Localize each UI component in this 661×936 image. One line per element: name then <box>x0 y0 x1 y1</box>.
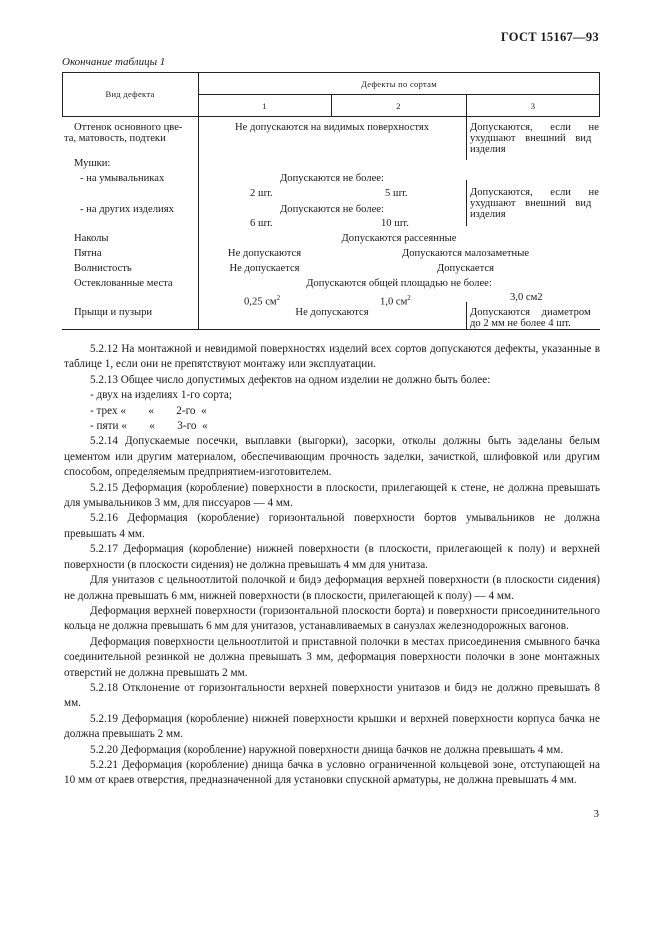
row-wash-sort1: 2 шт. <box>250 188 273 199</box>
paragraph-5-2-17: 5.2.17 Деформация (коробление) нижней поверхности (в плоскости, прилегающей к полу) и верхней поверхности (в плоскости сидения) не должна превышать 4 мм для унитаза. <box>64 543 600 571</box>
row-other-sort2: 10 шт. <box>381 218 409 229</box>
row-glaze-sort1: 0,25 $см^2$ <box>244 294 281 308</box>
row-pimples-label: Прыщи и пузыри <box>74 307 153 318</box>
table-header-divider <box>198 94 600 95</box>
row-shade-label-2: та, матовость, подтеки <box>64 133 166 144</box>
row-wave-sort23: Допускается <box>437 263 494 274</box>
row-spots-sort1: Не допускаются <box>227 248 302 259</box>
list-item-third-sort: - пяти « « 3-го « <box>90 420 208 433</box>
col-header-sort-3: 3 <box>530 101 536 111</box>
page-number: 3 <box>593 808 599 820</box>
list-item-first-sort: - двух на изделиях 1-го сорта; <box>90 389 232 402</box>
body-text <box>64 342 600 789</box>
paragraph-5-2-15: 5.2.15 Деформация (коробление) поверхности в плоскости, прилегающей к стене, не должна превышать для умывальников 3 мм, для писсуаров — 4 мм. <box>64 481 600 510</box>
row-flies-sort3-3: изделия <box>470 209 506 220</box>
row-wash-allowed: Допускаются не более: <box>280 173 384 184</box>
row-shade-sort12: Не допускаются на видимых поверхностях <box>234 122 430 133</box>
paragraph-rim-deformation: Деформация верхней поверхности (горизонтальной плоскости борта) и поверхности присоединительного кольца не должна превышать 6 мм для унитазов, устанавливаемых в санузлах железнодорожных вагонов. <box>64 604 600 633</box>
paragraph-5-2-21: 5.2.21 Деформация (коробление) днища бачка в условно ограниченной кольцевой зоне, отступающей на 10 мм от краев отверстия, предназначенной для установки спускной арматуры, не должна превышать 4 мм. <box>64 758 600 787</box>
table-col3-divider-shade <box>466 117 467 160</box>
col-header-sort-2: 2 <box>396 101 401 111</box>
row-wave-label: Волнистость <box>74 263 132 274</box>
row-wash-sort2: 5 шт. <box>385 188 408 199</box>
row-glaze-allowed: Допускаются общей площадью не более: <box>306 278 492 289</box>
list-item-second-sort: - трех « « 2-го « <box>90 404 207 417</box>
paragraph-5-2-20: 5.2.20 Деформация (коробление) наружной поверхности днища бачков не должна превышать 4 мм. <box>90 743 564 756</box>
paragraph-5-2-13: 5.2.13 Общее число допустимых дефектов на одном изделии не должно быть более: <box>90 373 491 386</box>
paragraph-5-2-12: 5.2.12 На монтажной и невидимой поверхностях изделий всех сортов допускаются дефекты, указанные в таблице 1, если они не препятствуют монтажу или эксплуатации. <box>64 343 600 371</box>
row-spots-label: Пятна <box>74 248 102 259</box>
row-shade-sort3-1: Допускаются, если не <box>470 122 599 133</box>
table-col3-divider-flies <box>466 180 467 226</box>
row-other-allowed: Допускаются не более: <box>280 204 384 215</box>
row-flies-sort3-1: Допускаются, если не <box>470 187 599 198</box>
standard-header: ГОСТ 15167—93 <box>500 30 599 44</box>
row-other-sort1: 6 шт. <box>250 218 273 229</box>
paragraph-5-2-19: 5.2.19 Деформация (коробление) нижней поверхности крышки и верхней поверхности корпуса бачка не должна превышать 2 мм. <box>64 712 600 741</box>
row-wash-label: - на умывальниках <box>80 173 165 184</box>
row-other-label: - на других изделиях <box>80 204 174 215</box>
row-nakoly-value: Допускаются рассеянные <box>341 233 457 244</box>
row-nakoly-label: Наколы <box>74 233 109 244</box>
col-header-sort-1: 1 <box>262 101 267 111</box>
row-shade-label-1: Оттенок основного цве- <box>74 122 183 133</box>
defects-table <box>62 72 600 330</box>
paragraph-shelf-deformation: Деформация поверхности цельноотлитой и приставной полочки в местах присоединения смывного бачка соединительной резинкой не должна превышать 3 мм, деформация поверхности полочки в зоне монтажных отверстий не должна превышать 2 мм. <box>64 635 600 679</box>
row-glaze-label: Остеклованные места <box>74 278 173 289</box>
row-glaze-sort2: 1,0 $см^2$ <box>380 294 411 308</box>
table-caption: Окончание таблицы 1 <box>62 56 166 68</box>
row-flies-sort3-2: ухудшают внешний вид <box>470 198 592 209</box>
paragraph-5-2-16: 5.2.16 Деформация (коробление) горизонтальной поверхности бортов умывальников не должна превышать 4 мм. <box>64 512 600 540</box>
paragraph-5-2-18: 5.2.18 Отклонение от горизонтальности верхней поверхности унитазов и бидэ не должно превышать 8 мм. <box>64 681 600 710</box>
col-header-kind: Вид дефекта <box>105 89 155 99</box>
row-pimples-sort12: Не допускаются <box>295 307 369 318</box>
row-pimples-sort3-2: до 2 мм не более 4 шт. <box>470 318 571 329</box>
table-border-top <box>62 72 600 73</box>
col-header-defects: Дефекты по сортам <box>361 79 437 89</box>
row-shade-sort3-2: ухудшают внешний вид <box>470 133 592 144</box>
paragraph-toilet-shelf: Для унитазов с цельноотлитой полочкой и бидэ деформация верхней поверхности (в плоскости сидения) не должна превышать 6 мм, нижней поверхности (в плоскости, прилегающей к полу) — 4 мм. <box>64 574 600 602</box>
row-shade-sort3-3: изделия <box>470 144 506 155</box>
row-flies-label: Мушки: <box>74 158 111 169</box>
row-spots-sort23: Допускаются малозаметные <box>401 248 530 259</box>
row-pimples-sort3-1: Допускаются диаметром <box>470 307 591 318</box>
row-glaze-sort3: 3,0 см2 <box>510 292 543 303</box>
paragraph-5-2-14: 5.2.14 Допускаемые посечки, выплавки (выгорки), засорки, отколы должны быть заделаны белым цементом или другим материалом, обеспечивающим прочность заделки, зачисткой, шлифовкой или другим способом, определяемым предприятием-изготовителем. <box>64 435 600 479</box>
table-col3-divider-pimples <box>466 302 467 330</box>
row-wave-sort1: Не допускается <box>229 263 300 274</box>
